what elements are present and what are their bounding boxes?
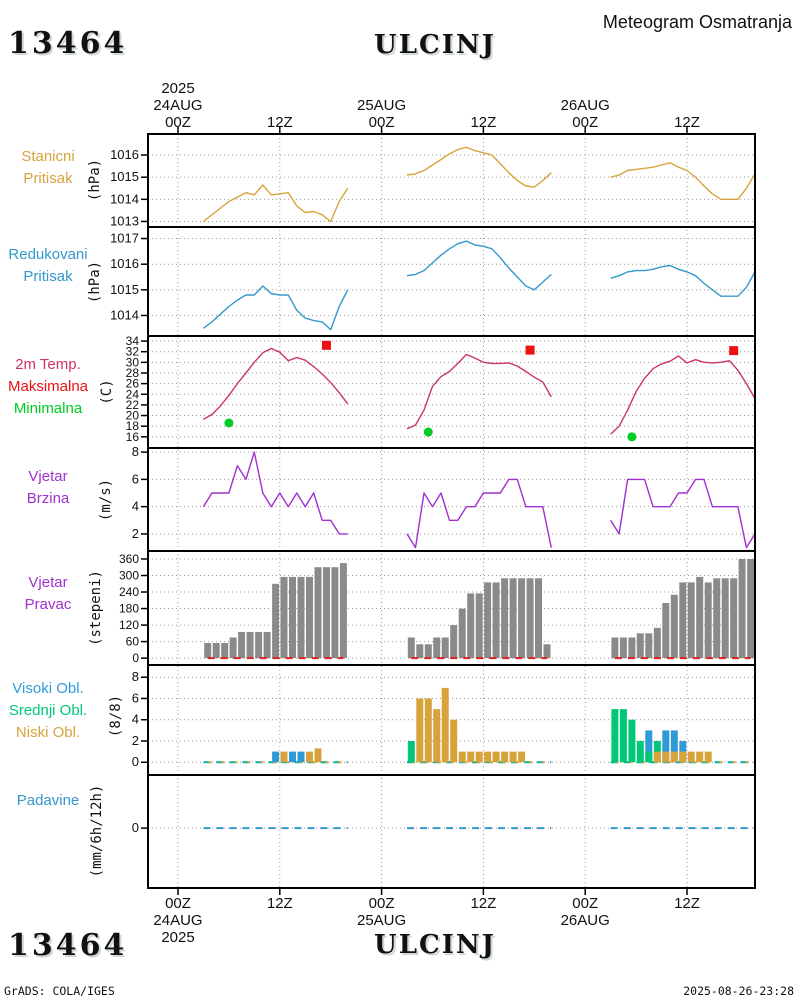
wind-direction-bar [247, 632, 254, 658]
vjetar-brzina-line [611, 479, 755, 547]
date-label-bottom: 25AUG [356, 912, 407, 929]
wind-direction-bar [628, 638, 635, 659]
cloud-bar-niski [679, 752, 686, 763]
wind-direction-bar [713, 578, 720, 658]
y-tick-label: 4 [131, 498, 139, 514]
y-tick-label: 1016 [110, 147, 139, 163]
wind-direction-bar [739, 559, 746, 658]
date-label-top: 24AUG [153, 97, 203, 114]
year-label-top: 2025 [161, 80, 195, 97]
unit-label-octas: (8/8) [108, 694, 124, 738]
cloud-bar-srednji [628, 720, 635, 763]
cloud-bar-niski [467, 752, 474, 763]
y-tick-label: 120 [118, 618, 139, 633]
cloud-bar-niski [654, 752, 661, 763]
panel-frame [148, 775, 755, 888]
wind-direction-bar [535, 578, 542, 658]
cloud-bar-niski [705, 752, 712, 763]
wind-direction-bar [637, 633, 644, 658]
y-tick-label: 16 [125, 429, 139, 444]
y-tick-label: 18 [125, 419, 139, 434]
y-tick-label: 240 [118, 585, 139, 600]
label-line: Vjetar [28, 468, 68, 485]
y-tick-label: 1017 [110, 230, 139, 246]
label-line: Pritisak [23, 170, 73, 187]
wind-direction-bar [213, 643, 220, 658]
label-line: Pravac [24, 596, 72, 613]
max-temp-marker [322, 341, 331, 350]
wind-direction-bar [315, 567, 322, 658]
label-line: Stanicni [21, 148, 75, 165]
y-tick-label: 1015 [110, 281, 139, 297]
y-tick-label: 2 [131, 732, 139, 748]
y-tick-label: 6 [131, 690, 139, 706]
cloud-bar-niski [459, 752, 466, 763]
y-tick-label: 28 [125, 365, 139, 380]
date-label-bottom: 26AUG [560, 912, 610, 929]
label-line: Visoki Obl. [12, 680, 84, 697]
label-line: Brzina [26, 490, 70, 507]
max-temp-marker [526, 346, 535, 355]
stanicni-pritisak-line [407, 147, 551, 187]
wind-direction-bar [722, 578, 729, 658]
unit-label-mm: (mm/6h/12h) [89, 784, 105, 878]
y-tick-label: 22 [125, 397, 139, 412]
label-line: Srednji Obl. [8, 702, 88, 719]
cloud-bar-niski [518, 752, 525, 763]
panel-label-padavine [0, 790, 96, 812]
y-tick-label: 30 [125, 355, 139, 370]
cloud-bar-srednji [637, 741, 644, 762]
wind-direction-bar [747, 559, 754, 658]
label-line: Minimalna [13, 400, 83, 417]
redukovani-pritisak-line [203, 286, 347, 330]
label-line: Maksimalna [7, 378, 89, 395]
page-subtitle: Meteogram Osmatranja [602, 12, 792, 32]
wind-direction-bar [527, 578, 534, 658]
wind-direction-bar [484, 582, 491, 658]
cloud-bar-niski [476, 752, 483, 763]
cloud-bar-srednji [611, 709, 618, 762]
panel-frame [148, 134, 755, 227]
cloud-bar-niski [306, 752, 313, 763]
unit-label-ms: (m/s) [98, 478, 114, 522]
wind-direction-bar [611, 638, 618, 659]
panel-frame [148, 227, 755, 336]
panel-vjetar-brzina [132, 444, 755, 551]
cloud-bar-niski [433, 709, 440, 762]
y-tick-label: 180 [118, 601, 139, 616]
label-line: Niski Obl. [15, 724, 81, 741]
cloud-bar-visoki [272, 752, 279, 763]
wind-direction-bar [518, 578, 525, 658]
wind-direction-bar [442, 638, 449, 659]
panel-temperatura-2m [126, 334, 755, 448]
min-temp-marker [224, 418, 233, 427]
wind-direction-bar [671, 595, 678, 658]
time-tick-label-top: 12Z [674, 114, 700, 131]
wind-direction-bar [289, 577, 296, 658]
wind-direction-bar [221, 643, 228, 658]
time-tick-label-top: 00Z [572, 114, 599, 131]
cloud-bar-niski [484, 752, 491, 763]
unit-label-hpa-reduced: (hPa) [87, 260, 103, 304]
cloud-bar-visoki [289, 752, 296, 763]
y-tick-label: 20 [125, 408, 139, 423]
cloud-bar-niski [442, 688, 449, 762]
wind-direction-bar [493, 582, 500, 658]
panel-redukovani-pritisak [110, 227, 755, 336]
label-line: Redukovani [8, 246, 88, 263]
cloud-bar-niski [688, 752, 695, 763]
wind-direction-bar [408, 638, 415, 659]
time-tick-label-top: 12Z [266, 114, 293, 131]
wind-direction-bar [679, 582, 686, 658]
y-tick-label: 300 [118, 568, 139, 583]
wind-direction-bar [688, 582, 695, 658]
y-tick-label: 1016 [110, 256, 139, 272]
cloud-bar-niski [416, 699, 423, 763]
cloud-bar-srednji [408, 741, 415, 762]
y-tick-label: 1013 [110, 213, 139, 229]
wind-direction-bar [230, 638, 237, 659]
wind-direction-bar [255, 632, 262, 658]
wind-direction-bar [459, 609, 466, 659]
cloud-bar-niski [671, 752, 678, 763]
y-tick-label: 8 [131, 669, 139, 685]
cloud-bar-srednji [620, 709, 627, 762]
stanicni-pritisak-line [611, 163, 755, 200]
unit-label-celsius: (C) [99, 379, 115, 405]
wind-direction-bar [340, 563, 347, 658]
time-tick-label-bottom: 12Z [674, 895, 700, 912]
date-label-top: 25AUG [356, 97, 407, 114]
unit-label-hpa-station: (hPa) [87, 158, 103, 202]
min-temp-marker [627, 432, 636, 441]
panel-label-vjetar-pravac [0, 572, 96, 616]
wind-direction-bar [620, 638, 627, 659]
time-tick-label-top: 00Z [165, 114, 191, 131]
time-tick-label-bottom: 00Z [572, 895, 599, 912]
wind-direction-bar [425, 644, 432, 658]
panel-label-vjetar-brzina [0, 466, 96, 510]
time-tick-label-top: 12Z [470, 114, 497, 131]
wind-direction-bar [645, 633, 652, 658]
wind-direction-bar [705, 582, 712, 658]
wind-direction-bar [450, 625, 457, 658]
y-tick-label: 60 [125, 634, 139, 649]
wind-direction-bar [238, 632, 245, 658]
panel-oblacnost [132, 665, 755, 775]
wind-direction-bar [662, 603, 669, 658]
wind-direction-bar [654, 628, 661, 658]
wind-direction-bar [264, 632, 271, 658]
date-label-bottom: 24AUG [153, 912, 203, 929]
cloud-bar-niski [450, 720, 457, 763]
wind-direction-bar [501, 578, 508, 658]
y-tick-label: 8 [131, 444, 139, 460]
y-tick-label: 1015 [110, 169, 139, 185]
y-tick-label: 24 [125, 387, 139, 402]
wind-direction-bar [298, 577, 305, 658]
cloud-bar-niski [662, 752, 669, 763]
y-tick-label: 2 [131, 525, 139, 541]
year-label-bottom: 2025 [161, 929, 195, 946]
min-temp-marker [424, 428, 433, 437]
wind-direction-bar [306, 577, 313, 658]
temperatura-2m-line [203, 349, 347, 420]
cloud-bar-niski [425, 699, 432, 763]
y-tick-label: 4 [131, 711, 139, 727]
y-tick-label: 1014 [110, 307, 139, 323]
time-tick-label-top: 00Z [368, 114, 395, 131]
temperatura-2m-line [407, 354, 551, 428]
station-id-bottom: 13464 [8, 928, 128, 963]
wind-direction-bar [281, 577, 288, 658]
wind-direction-bar [544, 644, 551, 658]
redukovani-pritisak-line [611, 266, 755, 297]
wind-direction-bar [476, 593, 483, 658]
cloud-bar-niski [493, 752, 500, 763]
cloud-bar-visoki [298, 752, 305, 763]
wind-direction-bar [433, 638, 440, 659]
panel-label-stanicni-pritisak [0, 146, 96, 190]
unit-label-stepeni: (stepeni) [88, 570, 104, 646]
wind-direction-bar [696, 577, 703, 658]
y-tick-label: 0 [131, 754, 139, 770]
cloud-bar-niski [315, 748, 322, 762]
vjetar-brzina-line [407, 479, 551, 547]
redukovani-pritisak-line [407, 241, 551, 290]
panel-vjetar-pravac [119, 551, 755, 665]
vjetar-brzina-line [203, 452, 347, 534]
time-axis [153, 80, 700, 946]
label-line: 2m Temp. [15, 356, 81, 373]
panel-stanicni-pritisak [110, 134, 755, 228]
y-tick-label: 0 [132, 651, 139, 666]
y-tick-label: 34 [125, 334, 139, 349]
label-line: Padavine [16, 792, 80, 809]
time-tick-label-bottom: 12Z [266, 895, 293, 912]
panel-frame [148, 448, 755, 551]
y-tick-label: 26 [125, 376, 139, 391]
cloud-bar-srednji [645, 752, 652, 763]
cloud-bar-niski [501, 752, 508, 763]
date-label-top: 26AUG [560, 97, 610, 114]
label-line: Pritisak [23, 268, 73, 285]
time-tick-label-bottom: 00Z [368, 895, 395, 912]
y-tick-label: 32 [125, 344, 139, 359]
label-line: Vjetar [28, 574, 68, 591]
panel-label-redukovani-pritisak [0, 244, 96, 288]
wind-direction-bar [416, 644, 423, 658]
time-tick-label-bottom: 12Z [470, 895, 497, 912]
page-title-bottom: ULCINJ [374, 930, 496, 960]
cloud-bar-niski [281, 752, 288, 763]
y-tick-label: 360 [118, 551, 139, 566]
y-tick-label: 0 [131, 820, 139, 836]
wind-direction-bar [323, 567, 330, 658]
y-tick-label: 6 [131, 471, 139, 487]
panel-label-oblacnost [0, 678, 96, 744]
panel-label-temperatura [0, 354, 96, 420]
wind-direction-bar [510, 578, 517, 658]
y-tick-label: 1014 [110, 191, 139, 207]
timestamp-text: 2025-08-26-23:28 [683, 984, 794, 998]
wind-direction-bar [467, 593, 474, 658]
panel-frame [148, 336, 755, 448]
page-title-top: ULCINJ [374, 30, 496, 60]
credit-text: GrADS: COLA/IGES [4, 984, 115, 998]
wind-direction-bar [204, 643, 211, 658]
panel-padavine [132, 775, 755, 888]
cloud-bar-niski [696, 752, 703, 763]
temperatura-2m-line [611, 356, 755, 434]
wind-direction-bar [730, 578, 737, 658]
stanicni-pritisak-line [203, 185, 347, 222]
time-tick-label-bottom: 00Z [165, 895, 191, 912]
wind-direction-bar [331, 567, 338, 658]
max-temp-marker [729, 346, 738, 355]
wind-direction-bar [272, 584, 279, 658]
cloud-bar-niski [510, 752, 517, 763]
station-id-top: 13464 [8, 26, 128, 61]
